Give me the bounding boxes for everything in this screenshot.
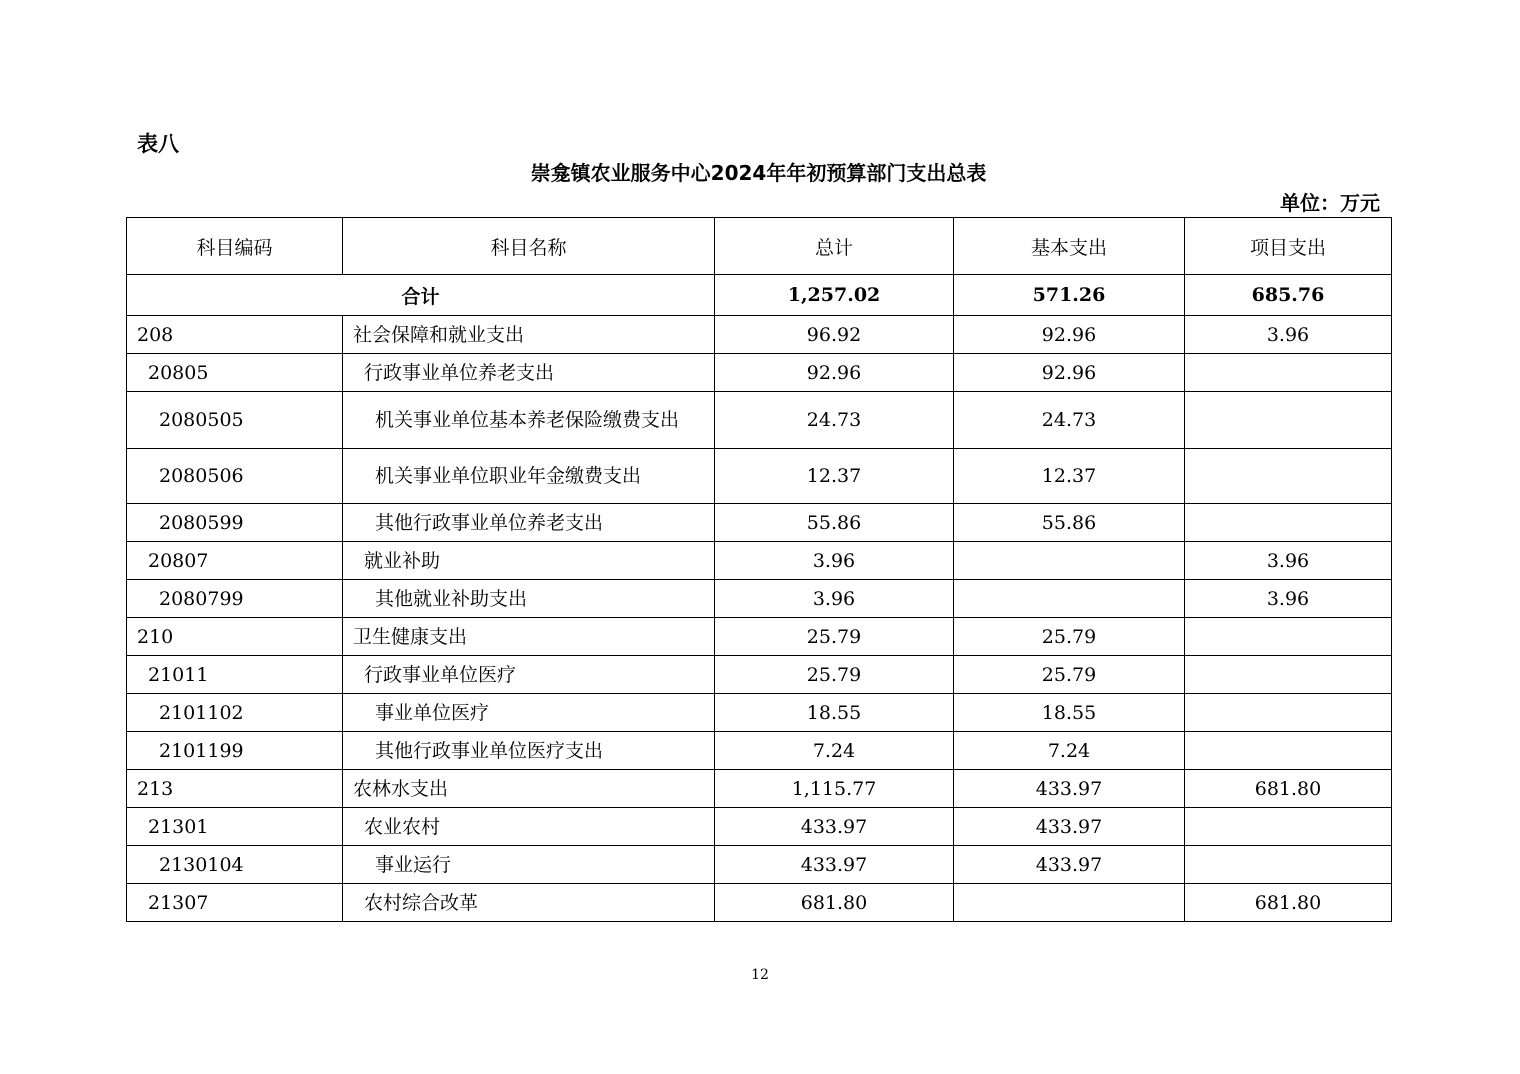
row-project: [1185, 808, 1392, 846]
header-basic: 基本支出: [954, 218, 1185, 275]
total-label: 合计: [127, 275, 715, 316]
row-project: [1185, 732, 1392, 770]
row-project: 681.80: [1185, 884, 1392, 922]
table-row: [127, 694, 1392, 732]
total-project: 685.76: [1185, 275, 1392, 316]
row-total: 681.80: [715, 884, 954, 922]
row-basic: 433.97: [954, 808, 1185, 846]
row-total: 3.96: [715, 542, 954, 580]
document-title: 崇龛镇农业服务中心2024年年初预算部门支出总表: [530, 161, 987, 185]
page-number: 12: [751, 967, 769, 983]
row-code: 2101199: [127, 732, 343, 770]
row-project: 681.80: [1185, 770, 1392, 808]
row-total: 92.96: [715, 354, 954, 392]
row-code: 2080799: [127, 580, 343, 618]
header-code: 科目编码: [127, 218, 343, 275]
row-code: 20807: [127, 542, 343, 580]
table-row: [127, 732, 1392, 770]
table-row: [127, 504, 1392, 542]
row-basic: [954, 580, 1185, 618]
row-code: 21307: [127, 884, 343, 922]
row-name: 事业运行: [343, 846, 715, 884]
row-project: [1185, 846, 1392, 884]
row-code: 2080506: [127, 449, 343, 504]
row-name: 机关事业单位职业年金缴费支出: [343, 449, 715, 504]
row-basic: 55.86: [954, 504, 1185, 542]
table-row: [127, 354, 1392, 392]
row-name: 社会保障和就业支出: [343, 316, 715, 354]
row-name: 农村综合改革: [343, 884, 715, 922]
row-basic: 92.96: [954, 316, 1185, 354]
row-name: 就业补助: [343, 542, 715, 580]
row-total: 55.86: [715, 504, 954, 542]
row-basic: 18.55: [954, 694, 1185, 732]
row-code: 210: [127, 618, 343, 656]
row-total: 12.37: [715, 449, 954, 504]
table-row: [127, 770, 1392, 808]
row-basic: 92.96: [954, 354, 1185, 392]
row-code: 21011: [127, 656, 343, 694]
budget-table: [126, 217, 1392, 922]
row-project: 3.96: [1185, 580, 1392, 618]
row-project: [1185, 392, 1392, 449]
table-row: [127, 846, 1392, 884]
row-name: 卫生健康支出: [343, 618, 715, 656]
row-basic: [954, 884, 1185, 922]
row-total: 433.97: [715, 846, 954, 884]
row-total: 25.79: [715, 656, 954, 694]
table-row: [127, 808, 1392, 846]
row-basic: 25.79: [954, 656, 1185, 694]
row-basic: 12.37: [954, 449, 1185, 504]
row-name: 行政事业单位医疗: [343, 656, 715, 694]
row-project: [1185, 656, 1392, 694]
row-code: 208: [127, 316, 343, 354]
table-row: [127, 316, 1392, 354]
table-row: [127, 580, 1392, 618]
table-row: [127, 618, 1392, 656]
row-code: 21301: [127, 808, 343, 846]
table-row: [127, 884, 1392, 922]
row-basic: [954, 542, 1185, 580]
row-name: 行政事业单位养老支出: [343, 354, 715, 392]
row-total: 18.55: [715, 694, 954, 732]
total-row: [127, 275, 1392, 316]
row-total: 433.97: [715, 808, 954, 846]
unit-label: 单位：万元: [1280, 191, 1380, 215]
table-label: 表八: [137, 132, 179, 156]
row-project: [1185, 618, 1392, 656]
total-sum: 1,257.02: [715, 275, 954, 316]
row-name: 农林水支出: [343, 770, 715, 808]
row-project: [1185, 694, 1392, 732]
row-total: 1,115.77: [715, 770, 954, 808]
header-total: 总计: [715, 218, 954, 275]
table-row: [127, 656, 1392, 694]
row-code: 2130104: [127, 846, 343, 884]
row-code: 20805: [127, 354, 343, 392]
row-name: 农业农村: [343, 808, 715, 846]
row-project: [1185, 449, 1392, 504]
row-code: 2101102: [127, 694, 343, 732]
row-project: [1185, 354, 1392, 392]
table-row: [127, 392, 1392, 449]
header-project: 项目支出: [1185, 218, 1392, 275]
row-name: 事业单位医疗: [343, 694, 715, 732]
row-total: 24.73: [715, 392, 954, 449]
row-project: [1185, 504, 1392, 542]
row-code: 2080599: [127, 504, 343, 542]
row-name: 其他行政事业单位医疗支出: [343, 732, 715, 770]
row-basic: 7.24: [954, 732, 1185, 770]
row-project: 3.96: [1185, 542, 1392, 580]
row-basic: 433.97: [954, 770, 1185, 808]
row-total: 96.92: [715, 316, 954, 354]
table-header-row: [127, 218, 1392, 275]
row-total: 3.96: [715, 580, 954, 618]
row-project: 3.96: [1185, 316, 1392, 354]
row-total: 25.79: [715, 618, 954, 656]
row-basic: 433.97: [954, 846, 1185, 884]
total-basic: 571.26: [954, 275, 1185, 316]
row-code: 2080505: [127, 392, 343, 449]
row-code: 213: [127, 770, 343, 808]
row-basic: 24.73: [954, 392, 1185, 449]
header-name: 科目名称: [343, 218, 715, 275]
table-row: [127, 542, 1392, 580]
row-name: 机关事业单位基本养老保险缴费支出: [343, 392, 715, 449]
row-name: 其他就业补助支出: [343, 580, 715, 618]
row-basic: 25.79: [954, 618, 1185, 656]
table-row: [127, 449, 1392, 504]
row-name: 其他行政事业单位养老支出: [343, 504, 715, 542]
row-total: 7.24: [715, 732, 954, 770]
